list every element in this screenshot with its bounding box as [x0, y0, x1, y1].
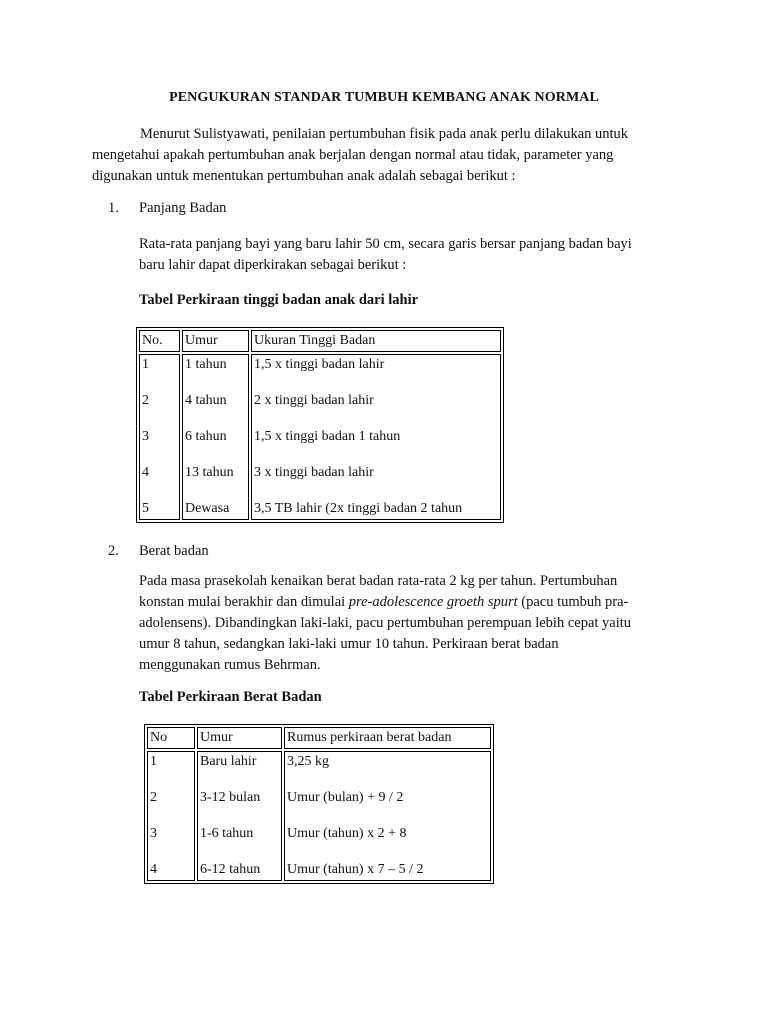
cell: Umur (tahun) x 2 + 8	[287, 826, 407, 841]
column-no	[147, 751, 195, 881]
column-no	[139, 354, 180, 520]
column-rumus	[284, 751, 491, 881]
cell: 4	[142, 465, 149, 480]
cell: 5	[142, 501, 149, 516]
cell: Umur (tahun) x 7 – 5 / 2	[287, 862, 424, 877]
header-umur: Umur	[197, 727, 282, 749]
intro-paragraph	[92, 124, 677, 187]
cell: 2 x tinggi badan lahir	[254, 393, 374, 408]
cell: Baru lahir	[200, 754, 257, 769]
cell: 2	[150, 790, 157, 805]
cell: 3	[142, 429, 149, 444]
cell: 6-12 tahun	[200, 862, 261, 877]
cell: 1 tahun	[185, 357, 227, 372]
intro-line-1: Menurut Sulistyawati, penilaian pertumbuhan fisik pada anak perlu dilakukan untuk	[140, 126, 629, 142]
page-title: PENGUKURAN STANDAR TUMBUH KEMBANG ANAK NORMAL	[169, 90, 599, 105]
italic-term: pre-adolescence groeth spurt	[348, 594, 518, 610]
table-header-row	[139, 330, 501, 352]
section-1-line-1: Rata-rata panjang bayi yang baru lahir 50 cm, secara garis bersar panjang badan bayi	[139, 236, 632, 252]
section-2-line-5: menggunakan rumus Behrman.	[139, 657, 321, 673]
section-2-line-4: umur 8 tahun, sedangkan laki-laki umur 10 tahun. Perkiraan berat badan	[139, 636, 559, 652]
header-no: No.	[139, 330, 180, 352]
cell: 1	[150, 754, 157, 769]
section-1-line-2: baru lahir dapat diperkirakan sebagai berikut :	[139, 257, 407, 273]
header-rumus: Rumus perkiraan berat badan	[284, 727, 491, 749]
header-ukuran: Ukuran Tinggi Badan	[251, 330, 501, 352]
cell: 3-12 bulan	[200, 790, 261, 805]
cell: 4	[150, 862, 157, 877]
section-2-paragraph	[139, 571, 684, 676]
column-umur	[182, 354, 249, 520]
cell: 3 x tinggi badan lahir	[254, 465, 374, 480]
table-2-title: Tabel Perkiraan Berat Badan	[139, 689, 322, 705]
header-no: No	[147, 727, 195, 749]
table-1-title: Tabel Perkiraan tinggi badan anak dari lahir	[139, 292, 419, 308]
section-1-paragraph	[139, 234, 679, 276]
section-2-number: 2.	[108, 543, 119, 559]
cell: 3	[150, 826, 157, 841]
cell: 3,5 TB lahir (2x tinggi badan 2 tahun	[254, 501, 463, 516]
column-umur	[197, 751, 282, 881]
cell: 1	[142, 357, 149, 372]
cell: Umur (bulan) + 9 / 2	[287, 790, 404, 805]
section-1-label: Panjang Badan	[139, 200, 227, 216]
cell: 1,5 x tinggi badan 1 tahun	[254, 429, 401, 444]
cell: 6 tahun	[185, 429, 227, 444]
cell: Dewasa	[185, 501, 230, 516]
weight-table	[144, 724, 494, 884]
table-body-row	[147, 751, 491, 881]
section-2-label: Berat badan	[139, 543, 209, 559]
cell: 4 tahun	[185, 393, 227, 408]
table-header-row	[147, 727, 491, 749]
column-ukuran	[251, 354, 501, 520]
header-umur: Umur	[182, 330, 249, 352]
cell: 2	[142, 393, 149, 408]
table-body-row	[139, 354, 501, 520]
section-1-number: 1.	[108, 200, 119, 216]
cell: 1-6 tahun	[200, 826, 254, 841]
intro-line-2: mengetahui apakah pertumbuhan anak berjalan dengan normal atau tidak, parameter yang	[92, 147, 614, 163]
height-table	[136, 327, 504, 523]
section-2-line-1: Pada masa prasekolah kenaikan berat badan rata-rata 2 kg per tahun. Pertumbuhan	[139, 573, 618, 589]
section-2-line-3: adolensens). Dibandingkan laki-laki, pacu pertumbuhan perempuan lebih cepat yaitu	[139, 615, 632, 631]
cell: 3,25 kg	[287, 754, 329, 769]
cell: 13 tahun	[185, 465, 234, 480]
section-2-line-2: konstan mulai berakhir dan dimulai pre-adolescence groeth spurt (pacu tumbuh pra-	[139, 594, 629, 610]
cell: 1,5 x tinggi badan lahir	[254, 357, 385, 372]
intro-line-3: digunakan untuk menentukan pertumbuhan anak adalah sebagai berikut :	[92, 168, 516, 184]
